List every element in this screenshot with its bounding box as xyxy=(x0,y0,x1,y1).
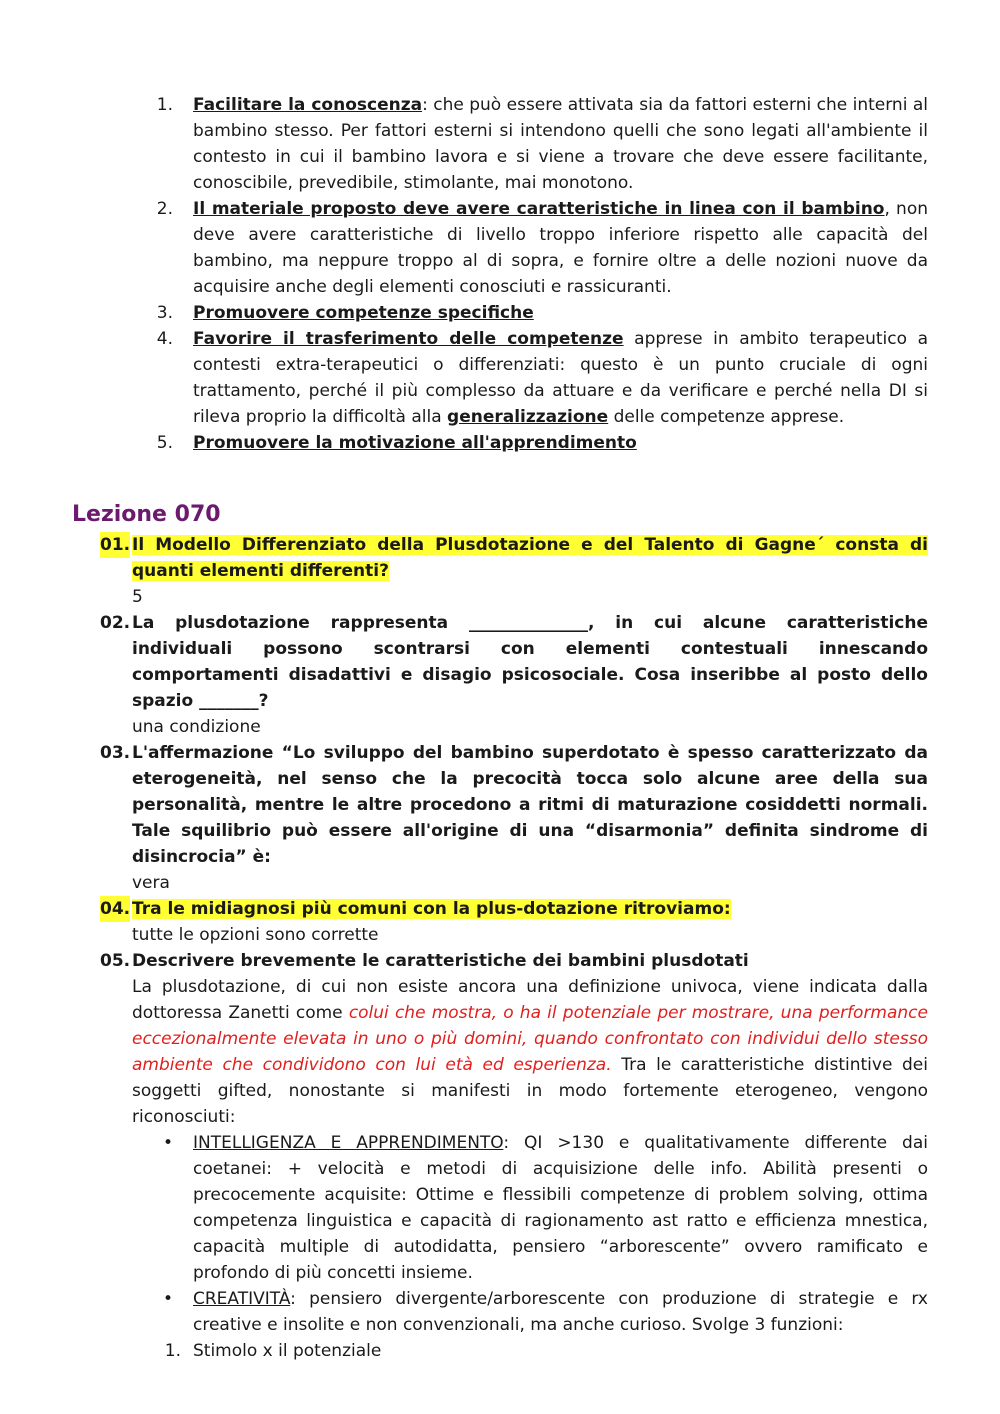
list-item-lead: Il materiale proposto deve avere caratteristiche in linea con il bambino xyxy=(193,199,885,219)
question-03 xyxy=(100,740,928,870)
bullet-item xyxy=(163,1130,928,1286)
bullet-label: INTELLIGENZA E APPRENDIMENTO xyxy=(193,1133,504,1153)
question-01 xyxy=(100,532,928,584)
question-04 xyxy=(100,896,928,922)
bullet-text: : QI >130 e qualitativamente differente dai coetanei: + velocità e metodi di acquisizione delle info. Abilità presenti o precocemente acquisite: Ottime e flessibili competenze di problem solving, ottima competenza linguistica e capacità di ragionamento ast ratto e efficienza mnestica, capacità multiple di autodidatta, pensiero “arborescente” ovvero ramificato e profondo di più concetti insieme. xyxy=(193,1133,928,1283)
answer-05-paragraph xyxy=(132,974,928,1130)
question-text: Descrivere brevemente le caratteristiche dei bambini plusdotati xyxy=(132,951,749,971)
question-number: 02. xyxy=(100,613,131,633)
list-number: 1. xyxy=(156,95,173,115)
list-item xyxy=(156,430,928,456)
sub-list-item xyxy=(164,1338,928,1364)
answer-text: Tra le caratteristiche distintive dei soggetti gifted, nonostante si manifesti in modo fortemente eterogeneo, vengono riconosciuti: xyxy=(132,1055,928,1127)
question-text: Il Modello Differenziato della Plusdotazione e del Talento di Gagne´ consta di quanti elementi differenti? xyxy=(132,535,928,581)
list-number: 3. xyxy=(156,303,173,323)
list-item-text: : che può essere attivata sia da fattori esterni che interni al bambino stesso. Per fattori esterni si intendono quelli che sono legati all'ambiente il contesto in cui il bambino lavora e si viene a trovare che deve essere facilitante, conoscibile, prevedibile, stimolante, mai monotono. xyxy=(193,95,928,193)
list-item-emphasis: generalizzazione xyxy=(447,407,609,427)
list-item xyxy=(156,92,928,196)
lesson-title: Lezione 070 xyxy=(72,502,221,527)
definition-quote: colui che mostra, o ha il potenziale per mostrare, una performance eccezionalmente elevata in uno o più domini, quando confrontato con individui dello stesso ambiente che condividono con lui età ed esperienza. xyxy=(132,1003,928,1075)
answer-04: tutte le opzioni sono corrette xyxy=(132,925,379,945)
bullet-icon: • xyxy=(163,1133,174,1153)
question-number: 01. xyxy=(100,532,130,558)
intro-numbered-list xyxy=(0,92,1000,456)
list-item-text: delle competenze apprese. xyxy=(608,407,845,427)
list-item-lead: Favorire il trasferimento delle competenze xyxy=(193,329,624,349)
list-number: 5. xyxy=(156,433,173,453)
list-item-text: , non deve avere caratteristiche di livello troppo inferiore rispetto alle capacità del bambino, ma neppure troppo al di sopra, e fornire oltre a delle nozioni nuove da acquisire anche degli elementi conosciuti e rassicuranti. xyxy=(193,199,929,297)
question-05 xyxy=(100,948,928,974)
list-item-lead: Promuovere competenze specifiche xyxy=(193,303,534,323)
question-text: L'affermazione “Lo sviluppo del bambino superdotato è spesso caratterizzato da eterogeneità, nel senso che la precocità tocca solo alcune aree della sua personalità, mentre le altre procedono a ritmi di maturazione cosiddetti normali. Tale squilibrio può essere all'origine di una “disarmonia” definita sindrome di disincrocia” è: xyxy=(132,743,928,867)
answer-text: La plusdotazione, di cui non esiste ancora una definizione univoca, viene indicata dalla dottoressa Zanetti come xyxy=(132,977,928,1023)
bullet-item xyxy=(163,1286,928,1338)
question-text: Tra le midiagnosi più comuni con la plus-dotazione ritroviamo: xyxy=(132,899,731,919)
question-number: 05. xyxy=(100,951,131,971)
list-number: 4. xyxy=(156,329,173,349)
bullet-label: CREATIVITÀ xyxy=(193,1289,291,1309)
list-number: 1. xyxy=(164,1341,181,1361)
list-item xyxy=(156,300,928,326)
bullet-text: : pensiero divergente/arborescente con produzione di strategie e rx creative e insolite e non convenzionali, ma anche curioso. Svolge 3 funzioni: xyxy=(193,1289,928,1335)
question-number: 03. xyxy=(100,743,131,763)
question-text: La plusdotazione rappresenta ______________, in cui alcune caratteristiche individuali possono scontrarsi con elementi contestuali innescando comportamenti disadattivi e disagio psicosociale. Cosa inseribbe al posto dello spazio _______? xyxy=(132,613,928,711)
answer-02: una condizione xyxy=(132,717,261,737)
question-02 xyxy=(100,610,928,714)
list-item-lead: Facilitare la conoscenza xyxy=(193,95,423,115)
list-item xyxy=(156,326,928,430)
list-item-lead: Promuovere la motivazione all'apprendimento xyxy=(193,433,637,453)
bullet-icon: • xyxy=(163,1289,174,1309)
answer-01: 5 xyxy=(132,587,143,607)
list-item-text: apprese in ambito terapeutico a contesti extra-terapeutici o differenziati: questo è un punto cruciale di ogni trattamento, perché il più complesso da attuare e da verificare e perché nella DI si rileva proprio la difficoltà alla xyxy=(193,329,928,427)
answer-03: vera xyxy=(132,873,170,893)
question-number: 04. xyxy=(100,896,130,922)
list-item-text: Stimolo x il potenziale xyxy=(193,1341,382,1361)
list-item xyxy=(156,196,929,300)
list-number: 2. xyxy=(156,199,173,219)
